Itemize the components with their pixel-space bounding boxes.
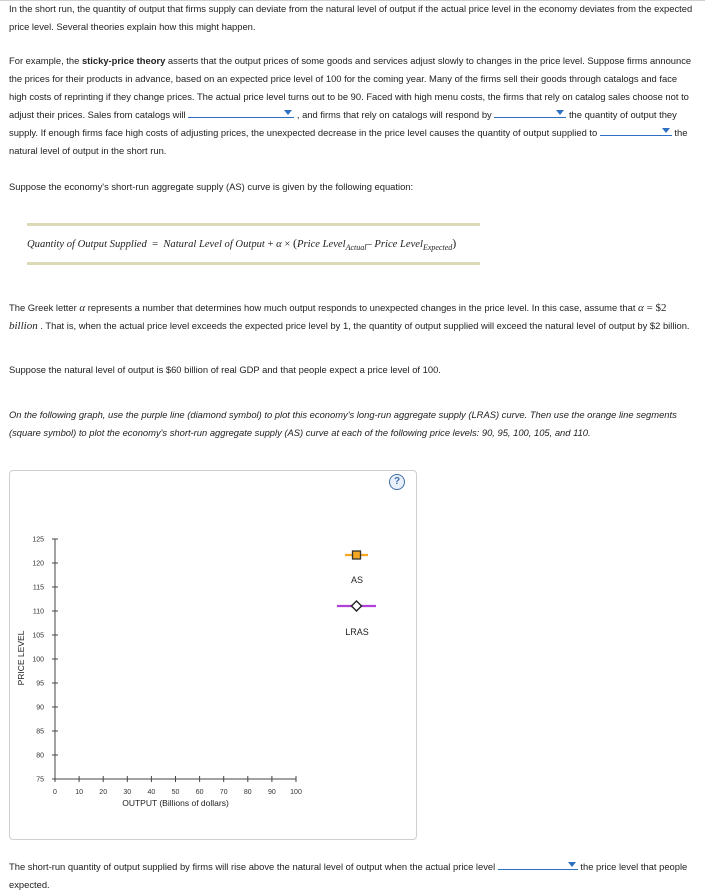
intro-paragraph: In the short run, the quantity of output that firms supply can deviate from the natural level of output if the actual price level in the economy deviates from the expected price level. Several theories explain how this might happen. — [9, 3, 693, 32]
formula-top-rule — [27, 223, 480, 226]
y-tick-label: 120 — [32, 560, 44, 568]
formula-price-level-actual: Price Level — [297, 239, 346, 250]
formula-lhs: Quantity of Output Supplied — [27, 239, 147, 250]
x-axis-title: OUTPUT (Billions of dollars) — [122, 798, 229, 808]
x-tick-label: 10 — [75, 789, 83, 796]
example-text-1: For example, the — [9, 55, 82, 66]
y-tick-label: 105 — [32, 632, 44, 640]
price-level-dropdown[interactable] — [498, 858, 578, 870]
x-tick-label: 70 — [219, 789, 228, 796]
greek-text-3: . That is, when the actual price level exceeds the expected price level by 1, the quantity of output supplied will exceed the natural level of output by $2 billion. — [37, 320, 690, 331]
formula-paren-open: ( — [293, 236, 298, 250]
bottom-text-1: The short-run quantity of output supplied by firms will rise above the natural level of output when the actual price level — [9, 861, 498, 872]
formula-actual-subscript: Actual — [345, 243, 367, 253]
graph-instructions: On the following graph, use the purple line (diamond symbol) to plot this economy's long-run aggregate supply (LRAS) curve. Then use the orange line segments (square symbol) to plot the economy's short-run aggregate supply (AS) curve at each of the following price levels: 90, 95, 100, 105, and 110. — [9, 409, 677, 438]
greek-alpha-2: α — [638, 302, 644, 314]
sticky-price-paragraph — [9, 52, 695, 160]
y-tick-label: 75 — [36, 776, 44, 784]
x-tick-label: 0 — [53, 789, 57, 796]
formula-expected-subscript: Expected — [422, 243, 453, 253]
formula-bottom-rule — [27, 262, 480, 265]
chevron-down-icon — [568, 862, 576, 867]
x-tick-label: 80 — [243, 789, 252, 796]
example-text-4: the quantity of output they supply. If enough firms face high costs of adjusting prices, the unexpected decrease in the price level causes the quantity of output supplied to — [9, 109, 677, 138]
sticky-price-term: sticky-price theory — [81, 55, 166, 66]
bottom-text-2: the price level that people expected. — [9, 861, 688, 890]
as-square-tool[interactable] — [353, 551, 361, 559]
y-tick-label: 115 — [32, 584, 44, 592]
y-axis-title: PRICE LEVEL — [16, 630, 26, 686]
formula-times: × — [284, 239, 291, 250]
formula-plus: + — [267, 239, 274, 250]
y-tick-label: 125 — [32, 536, 44, 544]
greek-letter-paragraph — [9, 299, 695, 335]
formula-equals: = — [152, 239, 159, 250]
bottom-question — [9, 858, 695, 894]
y-tick-label: 85 — [36, 728, 44, 736]
natural-level-text: Suppose the natural level of output is $60 billion of real GDP and that people expect a price level of 100. — [9, 364, 441, 375]
greek-text-2: represents a number that determines how much output responds to unexpected changes in the price level. In this case, assume that — [85, 302, 639, 313]
example-text-2: asserts that the output prices of some goods and services adjust slowly to changes in the price level. Suppose firms announce the prices for their products in advance, based on an expected price level of 100 for the coming year. Many of the firms sell their goods through catalogs and face high costs of reprinting if they change prices. The actual price level turns out to be 90. Faced with high menu costs, the firms that rely on catalog sales choose not to adjust their prices. Sales from catalogs will — [9, 55, 692, 120]
greek-text-1: The Greek letter — [9, 302, 80, 313]
greek-alpha: α — [79, 302, 86, 314]
x-tick-label: 90 — [268, 789, 276, 796]
graph-panel — [9, 470, 417, 840]
x-tick-label: 100 — [290, 789, 302, 796]
x-tick-label: 60 — [195, 789, 204, 796]
chevron-down-icon — [556, 110, 564, 115]
x-tick-label: 20 — [99, 789, 108, 796]
output-supplied-dropdown[interactable] — [600, 124, 672, 136]
formula-minus: – — [366, 239, 372, 250]
greek-eq: = $2 — [643, 302, 667, 314]
help-icon[interactable]: ? — [389, 474, 405, 490]
y-tick-label: 90 — [36, 704, 44, 712]
y-tick-label: 100 — [32, 656, 44, 664]
greek-billion: billion — [9, 320, 38, 332]
x-tick-label: 30 — [123, 789, 132, 796]
y-tick-label: 95 — [36, 680, 44, 688]
formula-alpha: α — [276, 239, 282, 250]
legend-lras-label: LRAS — [345, 627, 369, 637]
suppose-as-text: Suppose the economy's short-run aggregate supply (AS) curve is given by the following equation: — [9, 181, 414, 192]
catalog-sales-dropdown[interactable] — [188, 106, 294, 118]
x-tick-label: 50 — [171, 789, 180, 796]
example-text-5: the natural level of output in the short run. — [9, 127, 688, 156]
as-equation — [27, 236, 456, 252]
chevron-down-icon — [284, 110, 292, 115]
formula-natural-level: Natural Level of Output — [163, 239, 265, 250]
formula-price-level-expected: Price Level — [374, 239, 423, 250]
example-text-3: , and firms that rely on catalogs will respond by — [294, 109, 495, 120]
chevron-down-icon — [662, 128, 670, 133]
x-tick-label: 40 — [147, 789, 156, 796]
y-tick-label: 110 — [32, 608, 44, 616]
firm-response-dropdown[interactable] — [494, 106, 566, 118]
legend-as-label: AS — [350, 575, 364, 585]
formula-paren-close: ) — [452, 236, 457, 250]
y-tick-label: 80 — [36, 752, 44, 760]
formula-box — [27, 223, 480, 265]
